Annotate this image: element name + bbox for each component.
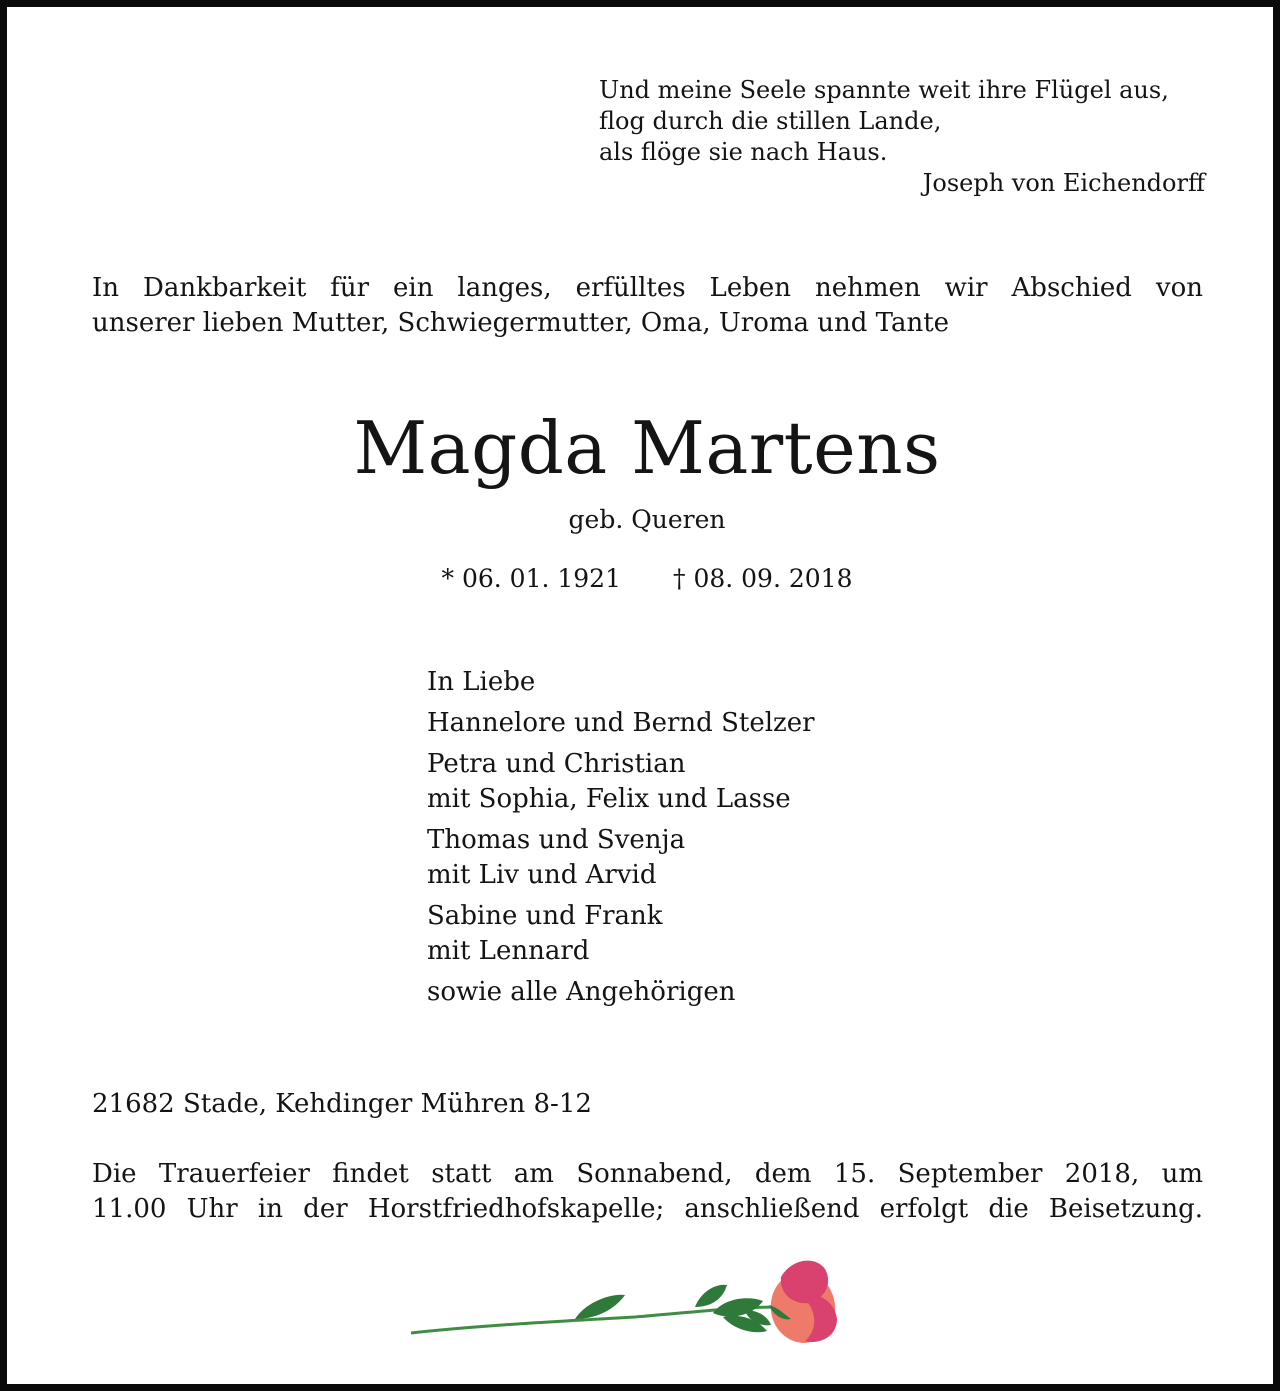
rose-icon xyxy=(405,1255,845,1380)
poem-line: Und meine Seele spannte weit ihre Flügel aus, xyxy=(599,76,1169,104)
deceased-name: Magda Martens xyxy=(353,406,941,490)
mourner-line: mit Liv und Arvid xyxy=(427,860,657,890)
service-line: Die Trauerfeier findet statt am Sonnabend, dem 15. September 2018, um xyxy=(92,1159,1203,1189)
mourner-line: mit Sophia, Felix und Lasse xyxy=(427,784,791,814)
mourners-list xyxy=(427,665,987,1016)
address: 21682 Stade, Kehdinger Mühren 8-12 xyxy=(92,1089,592,1119)
mourner-group xyxy=(427,899,987,969)
mourner-line: Hannelore und Bernd Stelzer xyxy=(427,708,815,738)
mourner-group xyxy=(427,665,987,700)
mourner-line: mit Lennard xyxy=(427,936,590,966)
birth-date: * 06. 01. 1921 xyxy=(441,564,621,593)
mourner-line: Thomas und Svenja xyxy=(427,825,686,855)
death-date: † 08. 09. 2018 xyxy=(673,564,853,593)
rose-leaf xyxy=(695,1285,727,1307)
mourner-group xyxy=(427,823,987,893)
intro-line: unserer lieben Mutter, Schwiegermutter, Oma, Uroma und Tante xyxy=(92,308,950,338)
intro-line: In Dankbarkeit für ein langes, erfülltes Leben nehmen wir Abschied von xyxy=(92,273,1203,303)
poem-quote xyxy=(599,75,1205,199)
intro-text xyxy=(92,271,1203,341)
poem-author: Joseph von Eichendorff xyxy=(922,169,1205,197)
poem-line: flog durch die stillen Lande, xyxy=(599,107,942,135)
service-info xyxy=(92,1157,1203,1227)
mourner-group xyxy=(427,747,987,817)
mourner-group xyxy=(427,975,987,1010)
mourner-group xyxy=(427,706,987,741)
mourner-line: Sabine und Frank xyxy=(427,901,663,931)
rose-leaf xyxy=(575,1295,625,1319)
mourner-line: sowie alle Angehörigen xyxy=(427,977,736,1007)
life-dates xyxy=(7,561,1280,597)
maiden-name: geb. Queren xyxy=(568,505,726,534)
poem-line: als flöge sie nach Haus. xyxy=(599,138,888,166)
service-line: 11.00 Uhr in der Horstfriedhofskapelle; anschließend erfolgt die Beisetzung. xyxy=(92,1194,1203,1224)
mourner-line: In Liebe xyxy=(427,667,536,697)
mourner-line: Petra und Christian xyxy=(427,749,686,779)
